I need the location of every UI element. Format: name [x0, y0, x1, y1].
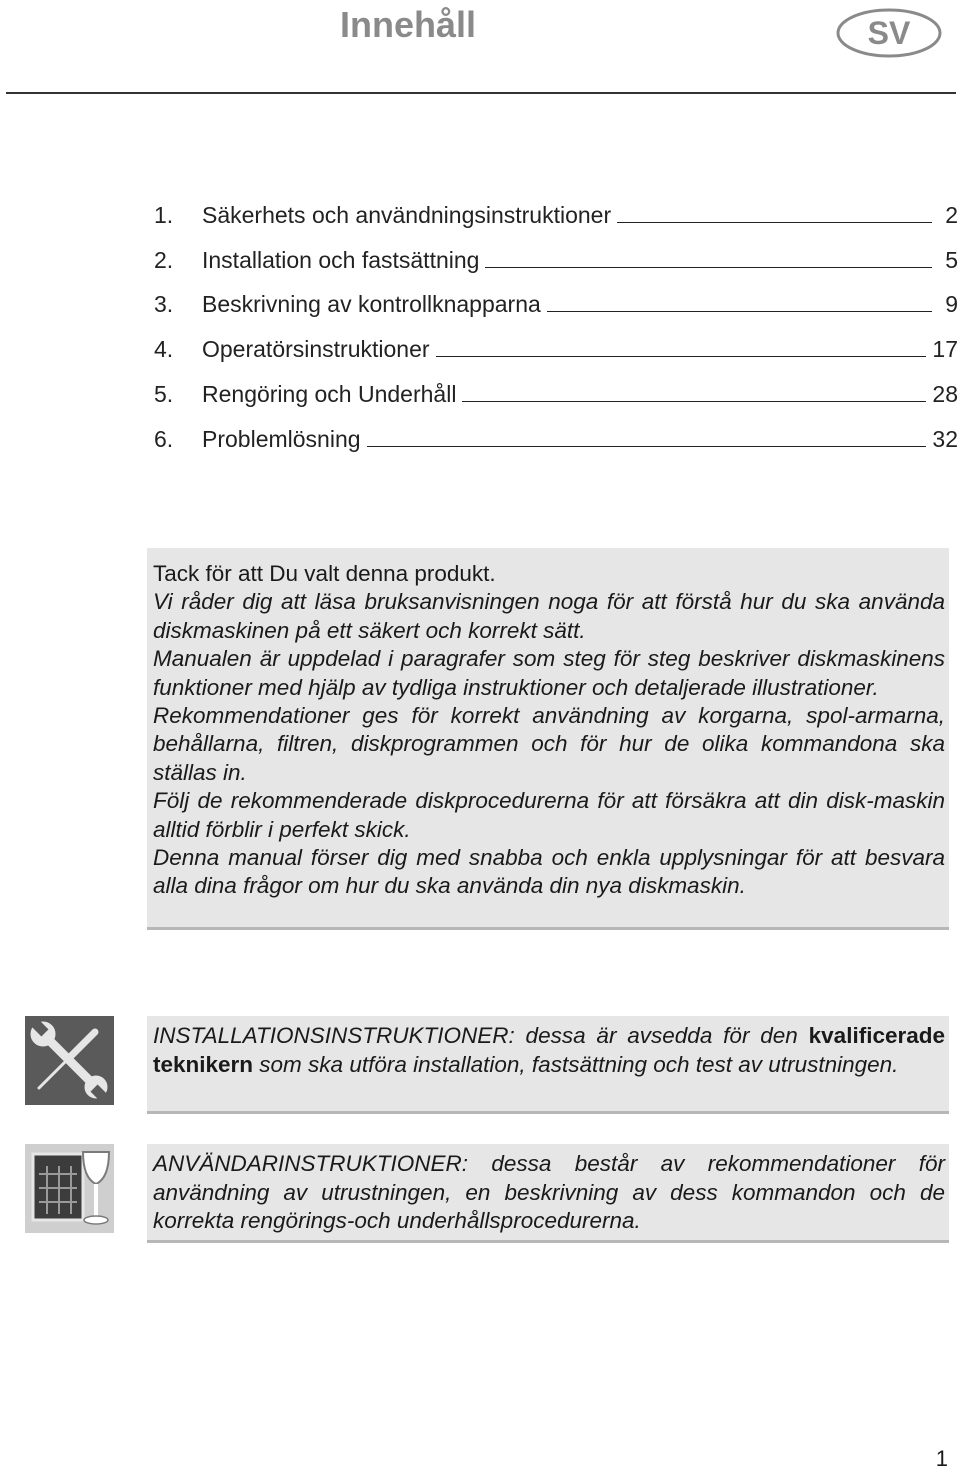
toc-entry-number: 4. — [154, 336, 174, 363]
dishwasher-glass-icon — [25, 1144, 114, 1233]
installation-instructions-text — [153, 1022, 945, 1079]
qualified-technician-label: kvalificerade teknikern — [153, 1023, 945, 1077]
toc-entry[interactable] — [154, 274, 958, 319]
tools-icon — [25, 1016, 114, 1105]
toc-entry[interactable] — [154, 229, 958, 274]
toc-leader-line — [547, 310, 932, 312]
toc-leader-line — [436, 355, 927, 357]
header-divider — [6, 92, 956, 94]
toc-entry-page: 9 — [945, 291, 958, 318]
toc-entry-page: 2 — [945, 201, 958, 228]
installation-instructions-box — [147, 1016, 949, 1114]
toc-leader-line — [367, 445, 927, 447]
toc-entry-page: 17 — [932, 336, 958, 363]
toc-entry-page: 28 — [932, 380, 958, 407]
toc-entry-number: 1. — [154, 201, 174, 228]
toc-entry-number: 6. — [154, 425, 174, 452]
user-instructions-text: ANVÄNDARINSTRUKTIONER: dessa består av rekommendationer för användning av utrustningen, en beskrivning av dess kommandon och de korrekta rengörings-och underhållsprocedurerna. — [153, 1151, 945, 1234]
toc-entry[interactable] — [154, 408, 958, 453]
intro-paragraph: Vi råder dig att läsa bruksanvisningen noga för att förstå hur du ska använda diskmaskinen på ett säkert och korrekt sätt. — [153, 589, 945, 643]
toc-entry-label: Säkerhets och användningsinstruktioner — [202, 201, 612, 228]
intro-paragraph: Denna manual förser dig med snabba och enkla upplysningar för att besvara alla dina frågor om hur du ska använda din nya diskmaskin. — [153, 845, 945, 899]
toc-entry[interactable] — [154, 318, 958, 363]
toc-entry-page: 32 — [932, 425, 958, 452]
toc-leader-line — [462, 400, 926, 402]
toc-entry-label: Operatörsinstruktioner — [202, 336, 430, 363]
toc-entry-number: 2. — [154, 246, 174, 273]
toc-entry-number: 5. — [154, 380, 174, 407]
toc-entry-label: Problemlösning — [202, 425, 361, 452]
toc-leader-line — [485, 266, 932, 268]
toc-entry[interactable] — [154, 184, 958, 229]
language-badge-text: SV — [867, 15, 911, 51]
intro-box — [147, 548, 949, 930]
user-instructions-box — [147, 1144, 949, 1243]
language-badge — [836, 8, 942, 58]
intro-paragraph: Manualen är uppdelad i paragrafer som steg för steg beskriver diskmaskinens funktioner med hjälp av tydliga instruktioner och detaljerade illustrationer. — [153, 646, 945, 700]
page-title: Innehåll — [340, 4, 477, 45]
intro-paragraph: Följ de rekommenderade diskprocedurerna för att försäkra att din disk-maskin alltid förblir i perfekt skick. — [153, 788, 945, 842]
toc-entry-page: 5 — [945, 246, 958, 273]
toc-entry[interactable] — [154, 363, 958, 408]
toc-entry-number: 3. — [154, 291, 174, 318]
toc-entry-label: Rengöring och Underhåll — [202, 380, 457, 407]
intro-paragraph: Rekommendationer ges för korrekt användning av korgarna, spol-armarna, behållarna, filtren, diskprogrammen och för hur de olika kommandona ska ställas in. — [153, 703, 945, 785]
toc-entry-label: Installation och fastsättning — [202, 246, 480, 273]
intro-paragraph: Tack för att Du valt denna produkt. — [153, 561, 496, 586]
installation-text-prefix: INSTALLATIONSINSTRUKTIONER: dessa är avsedda för den — [153, 1023, 809, 1048]
table-of-contents — [154, 184, 958, 453]
toc-entry-label: Beskrivning av kontrollknapparna — [202, 291, 541, 318]
installation-text-suffix: som ska utföra installation, fastsättning och test av utrustningen. — [253, 1051, 899, 1077]
page-number: 1 — [935, 1446, 948, 1471]
toc-leader-line — [617, 221, 932, 223]
